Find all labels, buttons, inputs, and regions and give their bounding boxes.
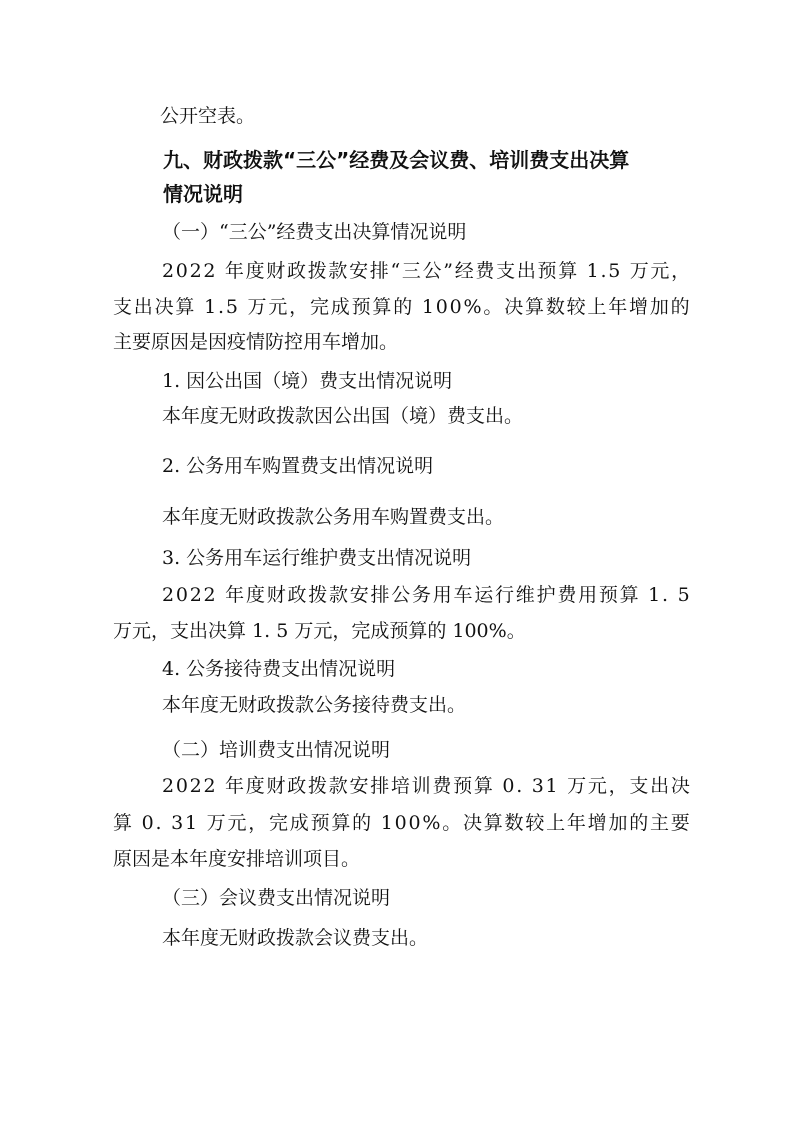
subheading-item-4: 4. 公务接待费支出情况说明	[162, 658, 396, 680]
paragraph-line: 原因是本年度安排培训项目。	[113, 848, 361, 870]
paragraph-line: 算 0. 31 万元，完成预算的 100%。决算数较上年增加的主要	[113, 812, 692, 834]
subheading-item-3: 3. 公务用车运行维护费支出情况说明	[162, 547, 472, 569]
paragraph-line: 本年度无财政拨款公务接待费支出。	[162, 694, 467, 716]
paragraph-line: 万元，支出决算 1. 5 万元，完成预算的 100%。	[113, 620, 526, 642]
subheading-item-1: 1. 因公出国（境）费支出情况说明	[162, 370, 453, 392]
subheading-item-2: 2. 公务用车购置费支出情况说明	[162, 455, 434, 477]
subheading-two: （二）培训费支出情况说明	[162, 739, 391, 761]
paragraph-line: 主要原因是因疫情防控用车增加。	[113, 331, 399, 353]
section-heading-nine: 九、财政拨款“三公”经费及会议费、培训费支出决算	[163, 148, 630, 172]
paragraph-line: 2022 年度财政拨款安排培训费预算 0. 31 万元，支出决	[162, 775, 692, 797]
paragraph-line: 本年度无财政拨款因公出国（境）费支出。	[162, 405, 524, 427]
paragraph-line: 本年度无财政拨款公务用车购置费支出。	[162, 506, 505, 528]
paragraph-line: 2022 年度财政拨款安排公务用车运行维护费用预算 1. 5	[162, 584, 692, 606]
paragraph-line: 本年度无财政拨款会议费支出。	[162, 927, 429, 949]
paragraph-line: 2022 年度财政拨款安排“三公”经费支出预算 1.5 万元，	[162, 260, 692, 282]
section-heading-nine-cont: 情况说明	[163, 182, 243, 206]
subheading-one: （一）“三公”经费支出决算情况说明	[162, 221, 467, 243]
paragraph-line-public-empty-table: 公开空表。	[160, 105, 256, 127]
subheading-three: （三）会议费支出情况说明	[162, 887, 391, 909]
paragraph-line: 支出决算 1.5 万元，完成预算的 100%。决算数较上年增加的	[113, 296, 692, 318]
